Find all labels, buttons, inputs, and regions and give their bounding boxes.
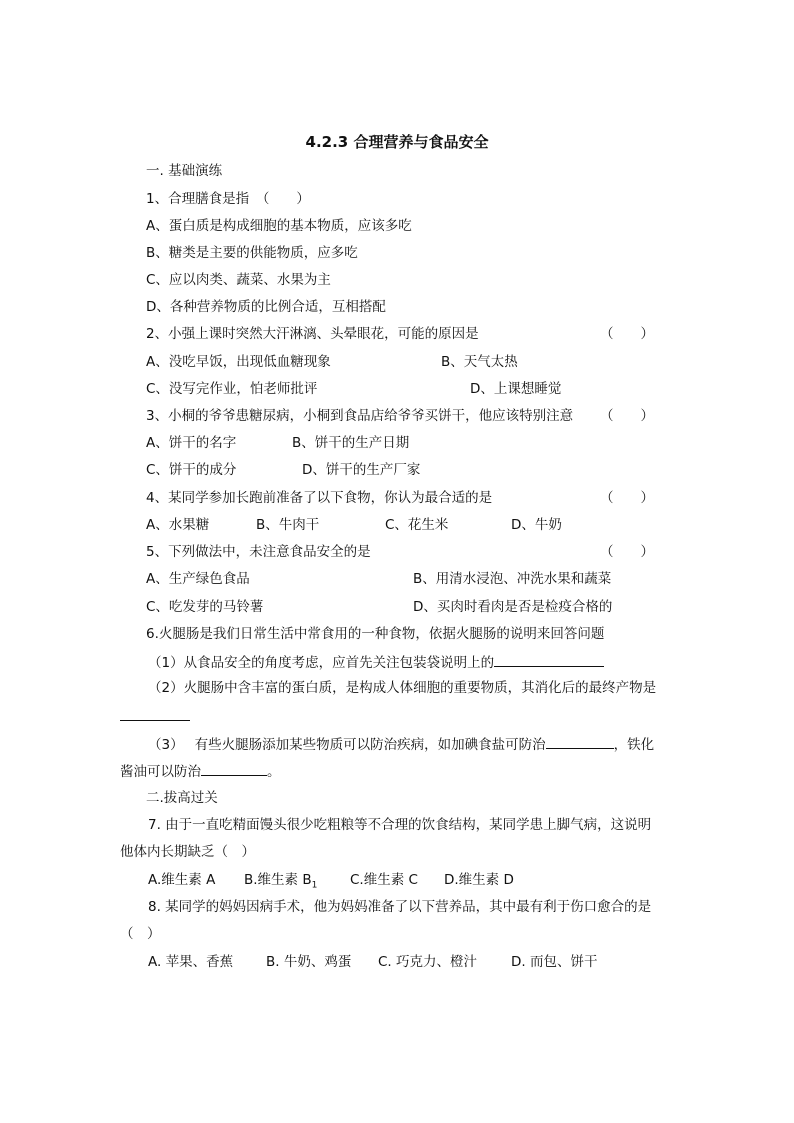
answer-blank[interactable] [494,652,604,667]
question-4-option-c: C、花生米 [385,517,449,533]
question-3-stem: 3、小桐的爷爷患糖尿病，小桐到食品店给爷爷买饼干，他应该特别注意 [146,408,574,424]
question-4-option-d: D、牛奶 [511,517,562,533]
question-4-option-a: A、水果糖 [146,517,210,533]
question-7-option-b-text: B.维生素 B [244,872,312,888]
question-8-stem-line-1: 8. 某同学的妈妈因病手术，他为妈妈准备了以下营养品，其中最有利于伤口愈合的是 [148,899,652,915]
question-2-option-b: B、天气太热 [441,354,518,370]
question-8-stem-line-2: （ ） [120,926,161,942]
question-5-stem: 5、下列做法中，未注意食品安全的是 [146,544,371,560]
question-7-option-b [244,871,317,895]
question-8-option-a: A. 苹果、香蕉 [148,954,234,970]
question-1-option-a: A、蛋白质是构成细胞的基本物质，应该多吃 [146,218,412,234]
subscript: 1 [311,880,318,891]
question-6-part-3-text-2: ，铁化 [613,737,655,753]
question-4-option-b: B、牛肉干 [256,517,320,533]
question-2-option-a: A、没吃早饭，出现低血糖现象 [146,354,331,370]
answer-blank[interactable] [546,734,614,749]
question-5-option-d: D、买肉时看肉是否是检疫合格的 [413,599,613,615]
question-6-part-2-blank [120,706,190,726]
question-6-part-1-text: （1）从食品安全的角度考虑，应首先关注包装袋说明上的 [148,655,495,671]
question-2-stem: 2、小强上课时突然大汗淋漓、头晕眼花，可能的原因是 [146,326,479,342]
question-6-part-3 [148,734,654,754]
question-7-stem-line-2: 他体内长期缺乏（ ） [120,844,255,860]
question-3-option-d: D、饼干的生产厂家 [302,462,421,478]
question-8-option-b: B. 牛奶、鸡蛋 [266,954,352,970]
answer-blank[interactable] [120,706,190,721]
question-1-option-d: D、各种营养物质的比例合适，互相搭配 [146,299,386,315]
question-4-stem: 4、某同学参加长跑前准备了以下食物，你认为最合适的是 [146,490,493,506]
question-4-answer-paren: （ ） [600,490,654,506]
question-5-option-b: B、用清水浸泡、冲洗水果和蔬菜 [413,571,612,587]
question-5-option-c: C、吃发芽的马铃薯 [146,599,264,615]
question-1-stem: 1、合理膳食是指 （ ） [146,191,310,207]
section-heading-basic: 一. 基础演练 [146,163,223,179]
question-1-option-c: C、应以肉类、蔬菜、水果为主 [146,272,331,288]
question-2-option-c: C、没写完作业，怕老师批评 [146,381,318,397]
question-6-part-2: （2）火腿肠中含丰富的蛋白质，是构成人体细胞的重要物质，其消化后的最终产物是 [148,680,657,696]
question-6-part-3-period: 。 [267,764,281,780]
section-heading-advanced: 二.拔高过关 [146,790,218,806]
question-7-stem-line-1: 7. 由于一直吃精面馒头很少吃粗粮等不合理的饮食结构，某同学患上脚气病，这说明 [148,817,652,833]
question-6-part-3-text: （3） 有些火腿肠添加某些物质可以防治疾病，如加碘食盐可防治 [148,737,546,753]
question-2-option-d: D、上课想睡觉 [470,381,562,397]
question-7-option-a: A.维生素 A [148,872,216,888]
question-7-option-c: C.维生素 C [350,872,418,888]
question-7-option-d: D.维生素 D [444,872,514,888]
question-3-option-a: A、饼干的名字 [146,435,237,451]
question-6-part-3-text-3: 酱油可以防治 [120,764,201,780]
question-3-option-c: C、饼干的成分 [146,462,237,478]
question-8-option-c: C. 巧克力、橙汁 [378,954,478,970]
question-6-part-3-continued [120,761,281,781]
question-6-part-1 [148,652,604,672]
question-5-option-a: A、生产绿色食品 [146,571,250,587]
question-3-option-b: B、饼干的生产日期 [292,435,410,451]
question-1-option-b: B、糖类是主要的供能物质，应多吃 [146,245,358,261]
question-8-option-d: D. 而包、饼干 [511,954,598,970]
question-5-answer-paren: （ ） [600,544,654,560]
question-6-stem: 6.火腿肠是我们日常生活中常食用的一种食物，依据火腿肠的说明来回答问题 [146,626,605,642]
answer-blank[interactable] [201,761,267,776]
question-3-answer-paren: （ ） [600,408,654,424]
page-title: 4.2.3 合理营养与食品安全 [305,133,489,151]
question-2-answer-paren: （ ） [600,326,654,342]
